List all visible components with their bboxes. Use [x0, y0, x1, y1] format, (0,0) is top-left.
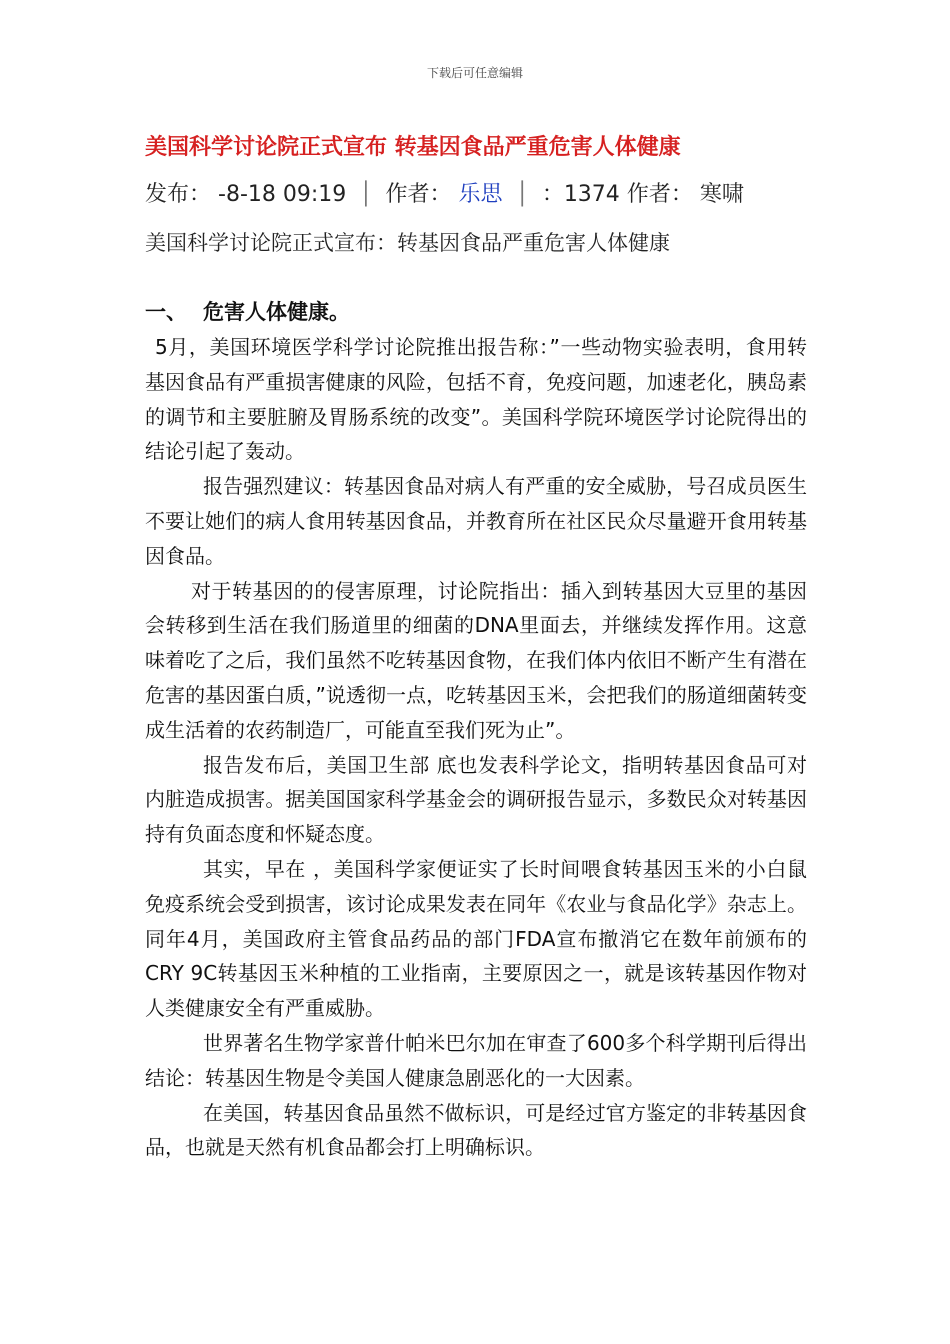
section-title: 危害人体健康。 — [203, 300, 350, 324]
article-meta — [145, 178, 825, 212]
meta-separator: │ — [359, 182, 373, 207]
paragraph: 世界著名生物学家普什帕米巴尔加在审查了600多个科学期刊后得出结论：转基因生物是令美国人健康急剧恶化的一大因素。 — [145, 1030, 807, 1090]
publish-label: 发布： — [145, 182, 212, 207]
article-title: 美国科学讨论院正式宣布 转基因食品严重危害人体健康 — [145, 135, 681, 160]
author2-label: 作者： — [626, 182, 693, 207]
paragraph: 其实，早在 ，美国科学家便证实了长时间喂食转基因玉米的小白鼠免疫系统会受到损害，该讨论成果发表在同年《农业与食品化学》杂志上。同年4月，美国政府主管食品药品的部门FDA宣布撤消它在数年前颁布的CRY 9C转基因玉米种植的工业指南，主要原因之一，就是该转基因作物对人类健康安全有严重威胁。 — [145, 856, 807, 1021]
article-subtitle: 美国科学讨论院正式宣布：转基因食品严重危害人体健康 — [145, 231, 670, 255]
paragraph: 在美国，转基因食品虽然不做标识，可是经过官方鉴定的非转基因食品，也就是天然有机食品都会打上明确标识。 — [145, 1100, 807, 1160]
author-label: 作者： — [385, 182, 452, 207]
section-heading — [145, 295, 825, 329]
paragraph: 报告发布后，美国卫生部 底也发表科学论文，指明转基因食品可对内脏造成损害。据美国国家科学基金会的调研报告显示，多数民众对转基因持有负面态度和怀疑态度。 — [145, 752, 807, 847]
paragraph: 5月，美国环境医学科学讨论院推出报告称：”一些动物实验表明，食用转基因食品有严重损害健康的风险，包括不育，免疫问题，加速老化，胰岛素的调节和主要脏腑及胃肠系统的改变”。美国科学院环境医学讨论院得出的结论引起了轰动。 — [145, 335, 807, 464]
author-link[interactable]: 乐思 — [458, 182, 503, 207]
paragraph: 报告强烈建议：转基因食品对病人有严重的安全威胁，号召成员医生不要让她们的病人食用转基因食品，并教育所在社区民众尽量避开食用转基因食品。 — [145, 474, 807, 568]
meta-separator: │ — [515, 182, 529, 207]
author2-name: 寒啸 — [699, 182, 744, 207]
paragraph: 对于转基因的的侵害原理，讨论院指出：插入到转基因大豆里的基因会转移到生活在我们肠道里的细菌的DNA里面去，并继续发挥作用。这意味着吃了之后，我们虽然不吃转基因食物，在我们体内依旧不断产生有潜在危害的基因蛋白质，”说透彻一点，吃转基因玉米，会把我们的肠道细菌转变成生活着的农药制造厂，可能直至我们死为止”。 — [145, 578, 807, 742]
publish-date: -8-18 09:19 — [218, 182, 347, 207]
section-number: 一、 — [145, 300, 187, 324]
header-note: 下载后可任意编辑 — [426, 66, 523, 80]
article-body — [145, 330, 807, 1165]
views-count: ：1374 — [541, 182, 620, 207]
